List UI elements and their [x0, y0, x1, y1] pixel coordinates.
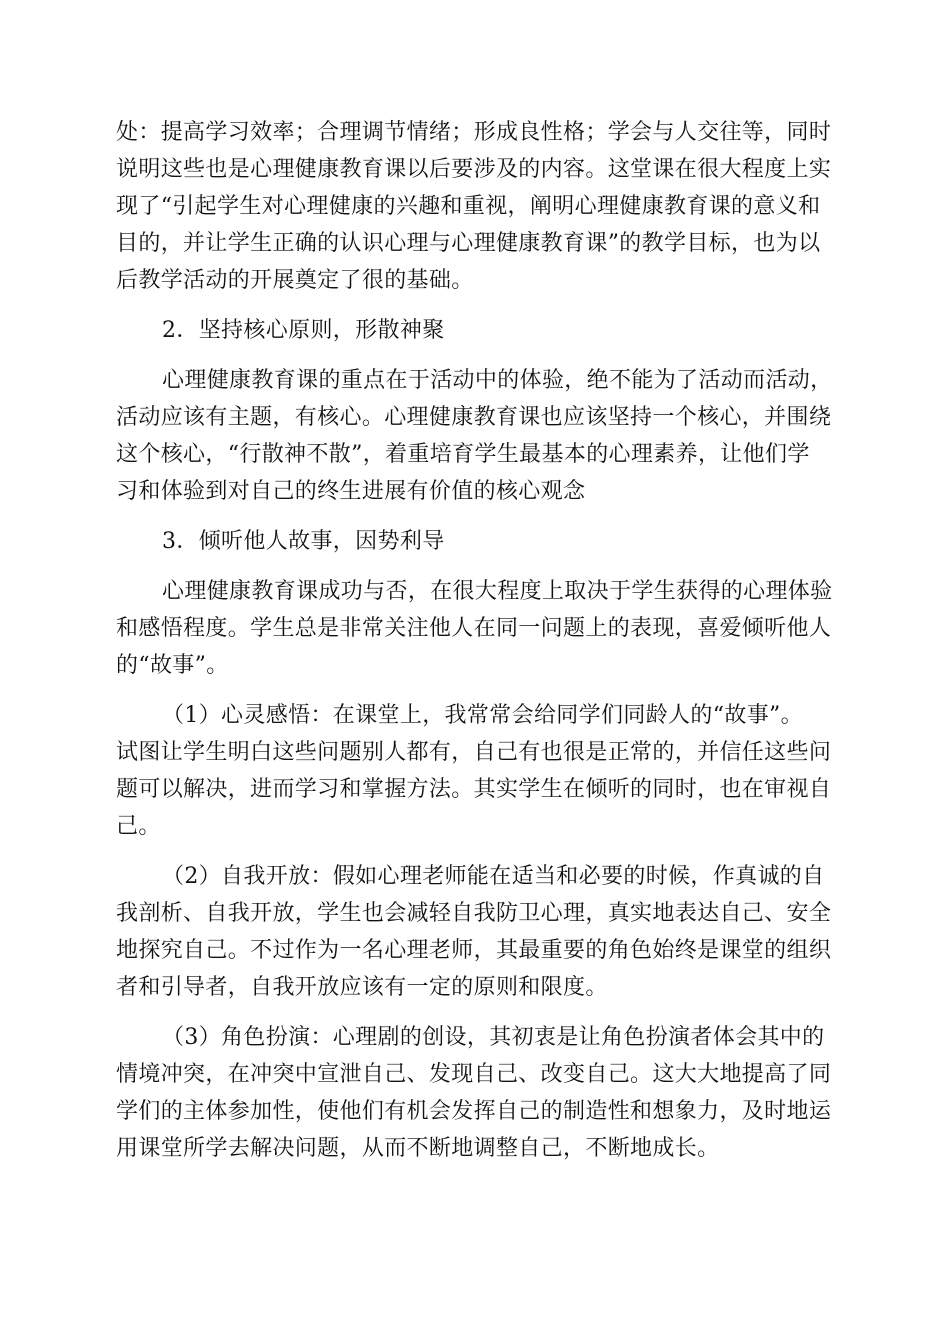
text-line: 心理健康教育课成功与否，在很大程度上取决于学生获得的心理体验 [162, 579, 833, 604]
document-body [116, 114, 836, 1167]
text-line: 习和体验到对自己的终生进展有价值的核心观念 [116, 479, 586, 504]
text-line: 处：提高学习效率；合理调节情绪；形成良性格；学会与人交往等，同时 [116, 120, 832, 145]
text-line: 目的，并让学生正确的认识心理与心理健康教育课”的教学目标，也为以 [116, 231, 821, 256]
paragraph-item-2 [116, 858, 836, 1006]
text-line: （1）心灵感悟：在课堂上，我常常会给同学们同龄人的“故事”。 [162, 703, 803, 728]
text-line: 这个核心，“行散神不散”，着重培育学生最基本的心理素养，让他们学 [116, 442, 810, 467]
paragraph-continuation [116, 114, 836, 299]
text-line: 者和引导者，自我开放应该有一定的原则和限度。 [116, 975, 608, 1000]
text-line: 心理健康教育课的重点在于活动中的体验，绝不能为了活动而活动， [162, 368, 833, 393]
paragraph-item-3 [116, 1019, 836, 1167]
text-line: （3）角色扮演：心理剧的创设，其初衷是让角色扮演者体会其中的 [162, 1025, 825, 1050]
text-line: 说明这些也是心理健康教育课以后要涉及的内容。这堂课在很大程度上实 [116, 157, 832, 182]
paragraph-core-principle [116, 362, 836, 510]
text-line: 后教学活动的开展奠定了很的基础。 [116, 268, 474, 293]
text-line: 和感悟程度。学生总是非常关注他人在同一问题上的表现，喜爱倾听他人 [116, 616, 832, 641]
section-heading-3 [116, 523, 836, 560]
text-line: 己。 [116, 814, 161, 839]
text-line: 题可以解决，进而学习和掌握方法。其实学生在倾听的同时，也在审视自 [116, 777, 832, 802]
section-heading-2 [116, 312, 836, 349]
paragraph-listening [116, 573, 836, 684]
heading-text: 3．倾听他人故事，因势利导 [162, 529, 445, 554]
text-line: 我剖析、自我开放，学生也会减轻自我防卫心理，真实地表达自己、安全 [116, 901, 832, 926]
text-line: 情境冲突，在冲突中宣泄自己、发现自己、改变自己。这大大地提高了同 [116, 1062, 832, 1087]
heading-text: 2．坚持核心原则，形散神聚 [162, 318, 445, 343]
text-line: 活动应该有主题，有核心。心理健康教育课也应该坚持一个核心，并围绕 [116, 405, 832, 430]
text-line: 用课堂所学去解决问题，从而不断地调整自己，不断地成长。 [116, 1136, 720, 1161]
text-line: 试图让学生明白这些问题别人都有，自己有也很是正常的，并信任这些问 [116, 740, 832, 765]
text-line: （2）自我开放：假如心理老师能在适当和必要的时候，作真诚的自 [162, 864, 825, 889]
text-line: 学们的主体参加性，使他们有机会发挥自己的制造性和想象力，及时地运 [116, 1099, 832, 1124]
paragraph-item-1 [116, 697, 836, 845]
text-line: 地探究自己。不过作为一名心理老师，其最重要的角色始终是课堂的组织 [116, 938, 832, 963]
text-line: 的“故事”。 [116, 653, 229, 678]
text-line: 现了“引起学生对心理健康的兴趣和重视，阐明心理健康教育课的意义和 [116, 194, 821, 219]
